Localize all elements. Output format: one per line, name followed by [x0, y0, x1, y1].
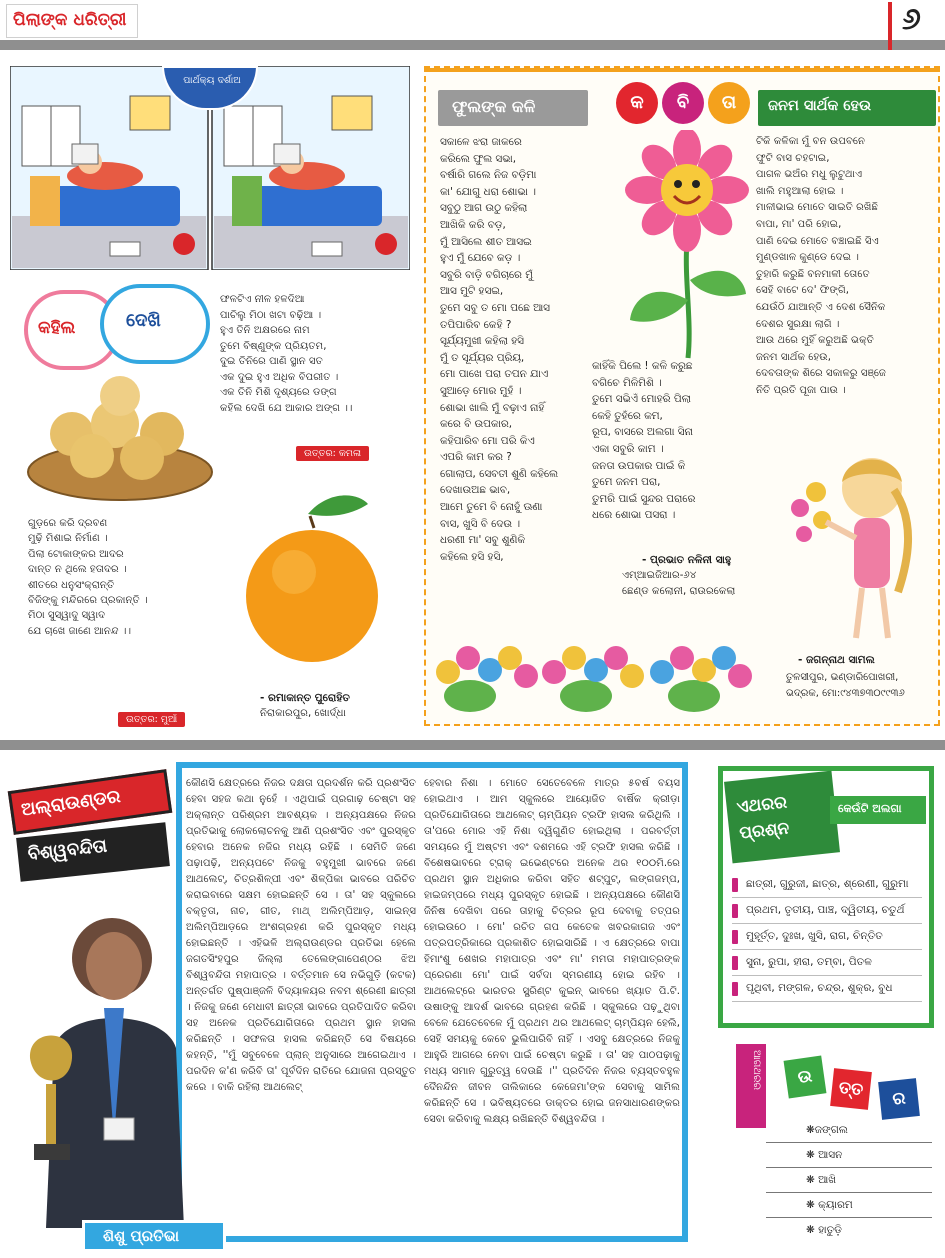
- answer-item-text: ❋ ଆସନ: [806, 1148, 843, 1161]
- article-column-2: ହେବାର ନିଶା । ମୋତେ ସେତେବେଳେ ମାତ୍ର ୫ବର୍ଷ ବୟସ ହୋଇଥାଏ । ଆମ ସ୍କୁଲରେ ଆୟୋଜିତ ବାର୍ଷିକ କ୍ରୀଡ଼ା ପ୍ରତିଯୋଗିତାରେ ଆଥଲେଟ୍ ଚାମ୍ପିୟନ ଟ୍ରଫି ହାସଲ କରିଥିଲି । ତା'ପରେ ମୋର ଏହି ନିଶା ଦ୍ୱିଗୁଣିତ ହୋଇଥିଲା । ପରବର୍ତ୍ତୀ ସମୟରେ ମୁଁ ଅଷ୍ଟମ ଏବଂ ଦଶମରେ ଏହି ଟ୍ରଫି ହାସଲ କରିଛି । ବିଶେଷଭାବରେ ଟ୍ରାକ୍ ଇଭେଣ୍ଟରେ ଅନେକ ଥର ୧୦୦ମି.ରେ ପ୍ରଥମ ସ୍ଥାନ ଅଧିକାର କରିବା ସହିତ ଶଟ୍‌ପୁଟ୍, ଲଙ୍ଗଜମ୍ପ, ହାଇଜମ୍ପରେ ମଧ୍ୟ ପୁରସ୍କୃତ ହୋଇଛି । ଅନ୍ୟପକ୍ଷରେ କୌଣସି ଜିନିଷ ଦେଖିବା ପରେ ତାହାକୁ ଚିତ୍ରର ରୂପ ଦେବାକୁ ତତ୍ପର ହୋଇଉଠେ । ମୋ' ରଚିତ ଗପ କେତେକ ଖବରକାଗଜ ଏବଂ ପତ୍ରପତ୍ରିକାରେ ପ୍ରକାଶିତ ହୋଇସାରିଛି । ଏ କ୍ଷେତ୍ରରେ ବାପା ହିମାଂଶୁ ଶେଖର ମହାପାତ୍ର ଏବଂ ମା' ମମତା ମହାପାତ୍ରଙ୍କ ପ୍ରେରଣା ମୋ' ପାଇଁ ସର୍ବଦା ସ୍ମରଣୀୟ ହୋଇ ରହିବ । ଆଥଲେଟ୍‌ରେ ଭାରତର ସ୍ପ୍ରିଣ୍ଟ କୁଇନ୍ ଭାବରେ ଖ୍ୟାତ ପି.ଟି. ଉଷାଙ୍କୁ ଆଦର୍ଶ ଭାବରେ ଗ୍ରହଣ କରିଛି । ସ୍କୁଲରେ ପଢ଼ୁଥିବା ବେଳେ ଯେତେବେଳେ ମୁଁ ପ୍ରଥମ ଥର ଆଥଲେଟ୍ ଚାମ୍ପିୟନ ହେଲି, ସେହି ସମୟକୁ କେବେ ଭୁଲିପାରିବି ନାହିଁ । ଏସବୁ କ୍ଷେତ୍ରରେ ନିଜକୁ ଆହୁରି ଆଗରେ ନେବା ପାଇଁ ଚେଷ୍ଟା କରୁଛି । ତା' ସହ ପାଠପଢ଼ାକୁ ମଧ୍ୟ ସମାନ ଗୁରୁତ୍ୱ ଦେଉଛି ।'' ପ୍ରତିଦିନ ନିଜର ବ୍ୟସ୍ତବହୁଳ ଦୈନନ୍ଦିନ ଜୀବନ ତାଲିକାରେ କେଜେମା'ଙ୍କ ସେବାକୁ ସାମିଲ କରିଛନ୍ତି ସେ । ଭବିଷ୍ୟତରେ ଡାକ୍ତର ହୋଇ ଜନସାଧାରଣଙ୍କର ସେବା କରିବାକୁ ଲକ୍ଷ୍ୟ ରଖିଛନ୍ତି ବିଶ୍ୱବନ୍ଦିତା ।: [424, 778, 680, 1125]
- riddle-verse-one: ଫଳଟିଏ ନୀଳ ହଳଦିଆ ପାଚିଲୁ ମିଠା ଖଟା ବଢ଼ିଆ । ହୁଏ ତିନି ଅକ୍ଷରରେ ନାମ ତୁମେ ବିଷ୍ଣୁଙ୍କ ପ୍ରିୟତମ, ଦୁଇ ତିନିରେ ପାଣି ସ୍ଥାନ ସତ ଏକ ଦୁଇ ହୁଏ ଅଧିକ ବିପରୀତ । ଏକ ତିନି ମିଶି ଦୃଶ୍ୟରେ ଡଙ୍ଗ କହିଲ ଦେଖି ଯେ ଆକାର ଅଙ୍ଗ ।।: [220, 294, 353, 414]
- quiz-bullet: [732, 982, 738, 996]
- brand-name: ପିଲାଙ୍କ ଧରିତ୍ରୀ: [13, 10, 127, 30]
- answers-letter-tta: ତ୍ତ: [837, 1077, 865, 1101]
- flower-bouquets-image: [426, 628, 766, 724]
- answers-letter-2: [830, 1068, 872, 1110]
- quiz-row: [732, 976, 922, 1002]
- article-section: [0, 760, 700, 1258]
- student-photo: [14, 888, 190, 1228]
- answers-side-label: ଆଗଥରର: [751, 1050, 762, 1090]
- poem-two-title-box: [758, 90, 936, 126]
- quiz-subtitle: କେଉଁଟି ଅଲଗା: [838, 802, 902, 815]
- talent-badge-label: ଶିଶୁ ପ୍ରତିଭା: [103, 1227, 180, 1245]
- smiling-flower-image: [622, 130, 752, 360]
- article-title-line1: ଅଲ୍‌ରାଉଣ୍ଡର: [20, 785, 122, 821]
- poem-two-author-name: - ଜଗନ୍ନାଥ ସାମଲ: [798, 654, 875, 666]
- riddle-answer-two: ଉତ୍ତର: ମୁଆଁ: [118, 712, 185, 727]
- answers-letter-ra: ର: [891, 1088, 907, 1110]
- riddle-title-right: ଦେଖି: [126, 310, 161, 331]
- quiz-row-text: ଛାତ୍ରୀ, ଗୁରୁଜୀ, ଛାତ୍ର, ଶ୍ରେଣୀ, ଗୁରୁମା: [746, 878, 909, 890]
- answer-item-text: ❋ କ୍ୟାରମ: [806, 1198, 853, 1211]
- answer-item: [766, 1193, 932, 1218]
- quiz-section: [718, 766, 934, 1028]
- quiz-bullet: [732, 956, 738, 970]
- quiz-bullet: [732, 930, 738, 944]
- page-number: ୬: [902, 2, 921, 37]
- quiz-subtitle-box: [830, 796, 926, 824]
- kabita-box: [424, 66, 940, 726]
- kabita-letter-1: [616, 82, 658, 124]
- girl-with-flowers-image: [776, 442, 926, 642]
- quiz-bullet: [732, 878, 738, 892]
- quiz-row: [732, 950, 922, 976]
- quiz-list: [732, 872, 922, 1002]
- quiz-row: [732, 898, 922, 924]
- header-band-right: [892, 40, 945, 50]
- answers-section: [736, 1040, 936, 1252]
- answer-item: [766, 1118, 932, 1143]
- poem-one-title-box: [438, 90, 588, 126]
- poem-two-author-line3: ଭଦ୍ରକ, ମୋ:୯୪୩୭୩୦୯୯୩୬: [786, 688, 905, 699]
- answer-item-text: ❋ ଆଖି: [806, 1173, 837, 1186]
- riddle-title-left: କହିଲ: [38, 318, 76, 338]
- quiz-title: ଏଥରର ପ୍ରଶ୍ନ: [735, 792, 791, 844]
- brand-logo: [6, 4, 138, 38]
- orange-fruit-image: [238, 486, 388, 662]
- quiz-row-text: ସୁନା, ରୁପା, ହୀରା, ତମ୍ବା, ପିତଳ: [746, 956, 872, 968]
- kabita-letter-2: [662, 82, 704, 124]
- riddle-verse-two: ଗୁଡ଼ରେ କରି ଦ୍ରବଣ ମୁଢ଼ି ମିଶାଇ ନିର୍ମାଣ । ପିଲା ଟୋକାଙ୍କର ଆଦର ଦାନ୍ତ ନ ଥିଲେ ହତାଦର । ଶୀତରେ ଧନୁସଂକ୍ରାନ୍ତି ବିଜିଙ୍କୁ ମନ୍ଦିରରେ ପ୍ରକାନ୍ତି । ମିଠା ସୁସ୍ୱାଦୁ ସ୍ୱାଦ ଯେ ଚାଖେ ଜାଣେ ଆନନ୍ଦ ।।: [28, 518, 148, 637]
- answers-list: [766, 1118, 932, 1243]
- poem-two-text: ଟିକି କଳିକା ମୁଁ ବନ ଉପବନେ ଫୁଟି ବାସ ଚହଟାଇ, ପାଗଳ ଭଅଁର ମଧୁ ଲୁଟୁଥାଏ ଖାଲି ମହୁଆଲା ହୋଇ । ମାଳୀଭାଇ ମୋତେ ସାଇତି ରଖିଛି ବାପା, ମା' ପରି ହୋଇ, ପାଣି ଦେଇ ମୋତେ ବଞ୍ଚାଇଛି ସିଏ ମୁଣ୍ଡଖାଳ କୁଣ୍ଡେ ଦେଇ । ତୁହାରି କରୁଛି ବନମାଳୀ ତୋତେ ସେହି ବାଟେ ଦେ' ଫିଙ୍ଗି, ଯେଉଁଠି ଯାଆନ୍ତି ଏ ଦେଶ ସୈନିକ ଦେଶର ସୁରକ୍ଷା ଲାଗି । ଆଉ ଥରେ ମୁହିଁ କରୁଅଛି ଭକ୍ତି ଜନମ ସାର୍ଥକ ହେଉ, ଦେବତାଙ୍କ ଶିରେ ସକାଳରୁ ସଞ୍ଜେ ନିତି ପ୍ରତି ପୂଜା ପାଉ ।: [756, 136, 886, 396]
- quiz-title-box: [724, 771, 840, 864]
- answers-letter-1: [784, 1056, 827, 1099]
- article-title-line2: ବିଶ୍ୱବନ୍ଦିତା: [26, 835, 108, 865]
- quiz-row-text: ପ୍ରଥମ, ତୃତୀୟ, ପାଞ୍ଚ, ଦ୍ୱିତୀୟ, ଚତୁର୍ଥ: [746, 904, 905, 916]
- page-header: [0, 0, 945, 56]
- poem-one-author-line2: ଏମ୍ଆଇଜିଆର-୬୪: [622, 570, 697, 581]
- answers-side-label-box: [736, 1044, 766, 1128]
- riddle-answer-one: ଉତ୍ତର: କମଳା: [296, 446, 369, 461]
- poem-one-author-name: - ପ୍ରଭାତ ନଳିନୀ ସାହୁ: [642, 554, 731, 566]
- answer-item-text: ❋ ହାତୁଡ଼ି: [806, 1224, 842, 1236]
- quiz-bullet: [732, 904, 738, 918]
- section-divider: [0, 740, 945, 750]
- poem-one-text-left: ସକାଳେ ଝରା ଜାକରେ କରିଲେ ଫୁଲ ସଭା, ବର୍ଷାରି ଗଲେ ନିଜ ବଡ଼ିମା କା' ଯୋଗୁ ଧରା ଶୋଭା । ସବୁଠୁ ଆଗ ଉଠୁ କହିଲା ଆଖିକି କରି ବଡ଼, ମୁଁ ଆସିଲେ ଶୀତ ଆସଇ ହୁଏ ମୁଁ ଯେବେ କଡ଼ । ସବୁରି ବାଡ଼ି ବଗିଚାରେ ମୁଁ ଆସ ମୁଟି ହସଇ, ତୁମେ ସବୁ ତ ମୋ ପଛେ ଆସ ତପିପାରିବ କେହି ? ସୂର୍ଯ୍ୟମୁଖୀ କହିଲା ହସି ମୁଁ ତ ସୂର୍ଯ୍ୟର ପ୍ରିୟ, ମୋ ପାଖେ ପରା ତପନ ଯାଏ ସୁଆଡ଼େ ମୋର ମୁହଁ । ଶୋଭା ଖାଲି ମୁଁ ବଢ଼ାଏ ନାହିଁ କରେ ବି ଉପକାର, କହିପାରିବ ମୋ ପରି କିଏ ଏପରି କାମ କର ? ଗୋଲାପ, ସେବତୀ ଶୁଣି କହିଲେ ଦେଖାଉଅଛ ଭାବ, ଆମେ ତୁମେ ବି ନୋହୁଁ ଊଣା ବାସ, ଖୁସି ବି ଦେଉ । ଧରଣୀ ମା' ସବୁ ଶୁଣିକି କହିଲେ ହସି ହସି,: [440, 136, 559, 563]
- answers-letter-u: ଉ: [796, 1066, 814, 1088]
- kabita-letter-ta: ତା: [721, 92, 737, 113]
- answer-item: [766, 1168, 932, 1193]
- bouquet-1: [436, 646, 538, 712]
- answer-item-text: ❋ଜଙ୍ଗଲ: [806, 1123, 848, 1136]
- poem-one-author-line3: ଛେଣ୍ଡ କଲୋନୀ, ରାଉରକେଲା: [622, 586, 736, 597]
- talent-badge: [82, 1220, 226, 1252]
- quiz-row-text: ପୃଥିବୀ, ମଙ୍ଗଳ, ଚନ୍ଦ୍ର, ଶୁକ୍ର, ବୁଧ: [746, 982, 893, 994]
- answers-letter-3: [878, 1078, 920, 1120]
- riddle-author-name: - ରମାକାନ୍ତ ପୁରୋହିତ: [260, 692, 350, 704]
- kabita-top-rule: [426, 68, 938, 72]
- riddle-title-circle-right: [100, 284, 210, 364]
- header-band: [0, 40, 888, 50]
- poem-two-title: ଜନମ ସାର୍ଥକ ହେଉ: [768, 98, 872, 114]
- quiz-row: [732, 924, 922, 950]
- kabita-letter-3: [708, 82, 750, 124]
- poem-one-title: ଫୁଲଙ୍କ କଳି: [452, 97, 536, 116]
- riddle-author-place: ନିରାକାରପୁର, ଖୋର୍ଦ୍ଧା: [260, 708, 346, 719]
- riddle-section: [8, 284, 414, 732]
- laddu-basket-image: [20, 364, 220, 504]
- quiz-row-text: ମୁହୂର୍ତ୍ତ, ଦୁଃଖ, ଖୁସି, ରାଗ, ଚିନ୍ତିତ: [746, 930, 883, 942]
- bouquet-2: [542, 646, 644, 712]
- poem-two-author-line2: ତୁଳସୀପୁର, ଭଣ୍ଡାରିପୋଖରୀ,: [786, 672, 899, 683]
- bouquet-3: [650, 646, 752, 712]
- kabita-letter-bi: ବି: [676, 92, 690, 113]
- spot-difference-label: ପାର୍ଥକ୍ୟ ଦର୍ଶାଅ: [183, 75, 241, 86]
- answer-item: [766, 1143, 932, 1168]
- answer-item: [766, 1218, 932, 1243]
- poem-one-text-right: କାହିଁକି ପିଲେ ! କଳି କରୁଛ ବଗିଚେ ମିଳିମିଶି । ତୁମେ ସଭିଏଁ ମୋହରି ପିଲା କେହି ତୁହଁରେ କମ, ରୂପ, ବାସରେ ଅଲଗା ସିନା ଏକା ସବୁରି କାମ । ଜନତା ଉପକାର ପାଇଁ କି ତୁମେ ଜନମ ପରା, ତୁମରି ପାଇଁ ସୁନ୍ଦର ପରାରେ ଧରେ ଶୋଭା ପସରା ।: [592, 360, 696, 522]
- article-column-1: କୌଣସି କ୍ଷେତ୍ରରେ ନିଜର ଦକ୍ଷତା ପ୍ରଦର୍ଶନ କରି ପ୍ରଶଂସିତ ହେବା ସହଜ କଥା ନୁହେଁ । ଏଥିପାଇଁ ପ୍ରଗାଢ଼ ଚେଷ୍ଟା ସହ ଅକ୍ଲାନ୍ତ ପରିଶ୍ରମ ଆବଶ୍ୟକ । ଅନ୍ୟପକ୍ଷରେ ନିଜର ପ୍ରତିଭାକୁ ଲୋକଲୋଚନକୁ ଆଣି ପ୍ରଶଂସିତ ଏବଂ ପୁରସ୍କୃତ ହେବାର ଅନେକ ନଜିର ମଧ୍ୟ ରହିଛି । ସେମିତି ଜଣେ ପଢ଼ାପଢ଼ି, ଅନ୍ୟପଟେ ନିଜକୁ ବହୁମୁଖୀ ଭାବରେ ଜଣେ ଆଥଲେଟ୍, ଚିତ୍ରଶିଳ୍ପୀ ଏବଂ ଶିଳ୍ପିକା ଭାବରେ ପରିଚିତ କରାଇବାରେ ସକ୍ଷମ ହୋଇଛନ୍ତି ସେ । ତା' ସହ ସ୍କୁଲରେ ବକ୍ତୃତା, ନାଚ, ଗୀତ, ମାଥ୍ ଅଲିମ୍ପିଆଡ଼, ସାଇନ୍ସ ଅଲିମ୍ପିଆଡ଼ରେ ଅଂଶଗ୍ରହଣ କରି ପୁରସ୍କୃତ ମଧ୍ୟ ହୋଇଛନ୍ତି । ଏହିଭଳି ଅଲ୍‌ରାଉଣ୍ଡର ପ୍ରତିଭା ହେଲେ ଜଗତସିଂହପୁର ଜିଲ୍ଲା ତେଲେଙ୍ଗାପେଣ୍ଠର ଝିଅ ବିଶ୍ୱବନ୍ଦିତା ମହାପାତ୍ର । ବର୍ତ୍ତମାନ ସେ ନଭିଗୁଡ଼ି (କଟକ) ଅନ୍ତର୍ଗତ ପୁଷ୍ପାଞ୍ଜଳି ବିଦ୍ୟାଳୟର ନବମ ଶ୍ରେଣୀ ଛାତ୍ରୀ । ନିଜକୁ ଜଣେ ମେଧାବୀ ଛାତ୍ରୀ ଭାବରେ ପ୍ରତିପାଦିତ କରିବା ସହ ଅନେକ ପ୍ରତିଯୋଗିତାରେ ପ୍ରଥମ ସ୍ଥାନ ହାସଲ କରିଛନ୍ତି । ସଫଳତା ହାସଲ କରିଛନ୍ତି ସେ ବିଷୟରେ କହନ୍ତି, ''ମୁଁ ସବୁବେଳେ ପ୍ଲାନ୍ ଅନୁସାରେ ଆଗେଇଥାଏ । ପରଦିନ କ'ଣ କରିବି ତା' ପୂର୍ବଦିନ ରାତିରେ ଯୋଜନା ପ୍ରସ୍ତୁତ କରେ । ବାକି ରହିଲା ଆଥଲେଟ୍: [186, 778, 416, 1093]
- spot-difference-panel: [10, 66, 410, 270]
- quiz-row: [732, 872, 922, 898]
- kabita-letter-ka: କ: [630, 92, 644, 113]
